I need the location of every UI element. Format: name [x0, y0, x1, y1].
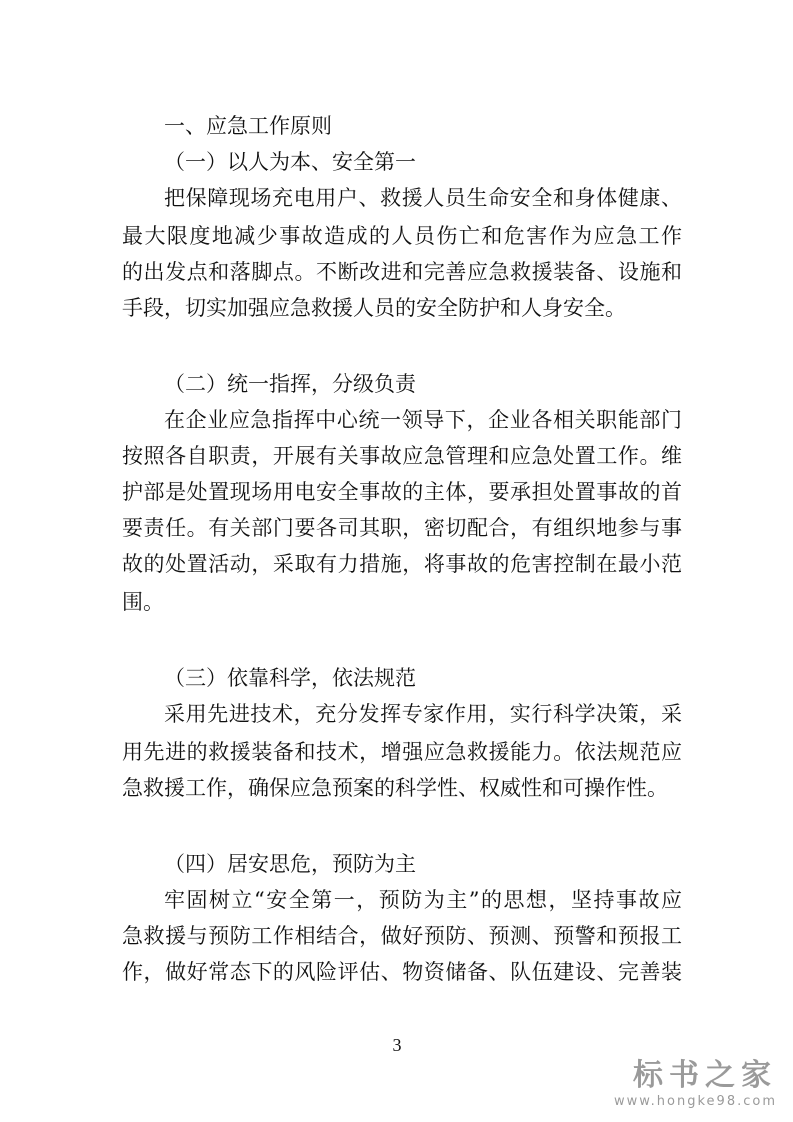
paragraph-line: 作，做好常态下的风险评估、物资储备、队伍建设、完善装	[122, 960, 682, 984]
paragraph-line: 牢固树立“安全第一，预防为主”的思想，坚持事故应	[164, 888, 682, 912]
section-heading-1: （一）以人为本、安全第一	[164, 150, 416, 174]
paragraph-line: 用先进的救援装备和技术，增强应急救援能力。依法规范应	[122, 740, 682, 764]
paragraph-line: 急救援与预防工作相结合，做好预防、预测、预警和预报工	[122, 924, 682, 948]
paragraph-line: 围。	[122, 590, 164, 614]
page-number: 3	[392, 1035, 402, 1055]
paragraph-line: 要责任。有关部门要各司其职，密切配合，有组织地参与事	[122, 516, 682, 540]
section-heading-2: （二）统一指挥，分级负责	[164, 372, 416, 396]
section-heading-4: （四）居安思危，预防为主	[164, 852, 416, 876]
paragraph-line: 急救援工作，确保应急预案的科学性、权威性和可操作性。	[122, 776, 668, 800]
paragraph-line: 按照各自职责，开展有关事故应急管理和应急处置工作。维	[122, 444, 682, 468]
watermark-url: www.hongke98.com	[613, 1094, 777, 1109]
paragraph-line: 的出发点和落脚点。不断改进和完善应急救援装备、设施和	[122, 260, 682, 284]
paragraph-line: 故的处置活动，采取有力措施，将事故的危害控制在最小范	[122, 552, 682, 576]
watermark-logo: 标书之家	[633, 1058, 777, 1093]
paragraph-line: 在企业应急指挥中心统一领导下，企业各相关职能部门	[164, 408, 682, 432]
paragraph-line: 手段，切实加强应急救援人员的安全防护和人身安全。	[122, 296, 626, 320]
paragraph-line: 最大限度地减少事故造成的人员伤亡和危害作为应急工作	[122, 224, 682, 248]
paragraph-line: 护部是处置现场用电安全事故的主体，要承担处置事故的首	[122, 480, 682, 504]
section-title: 一、应急工作原则	[164, 114, 332, 138]
watermark	[591, 1058, 781, 1114]
paragraph-line: 采用先进技术，充分发挥专家作用，实行科学决策，采	[164, 702, 682, 726]
paragraph-line: 把保障现场充电用户、救援人员生命安全和身体健康、	[164, 186, 682, 210]
section-heading-3: （三）依靠科学，依法规范	[164, 666, 416, 690]
